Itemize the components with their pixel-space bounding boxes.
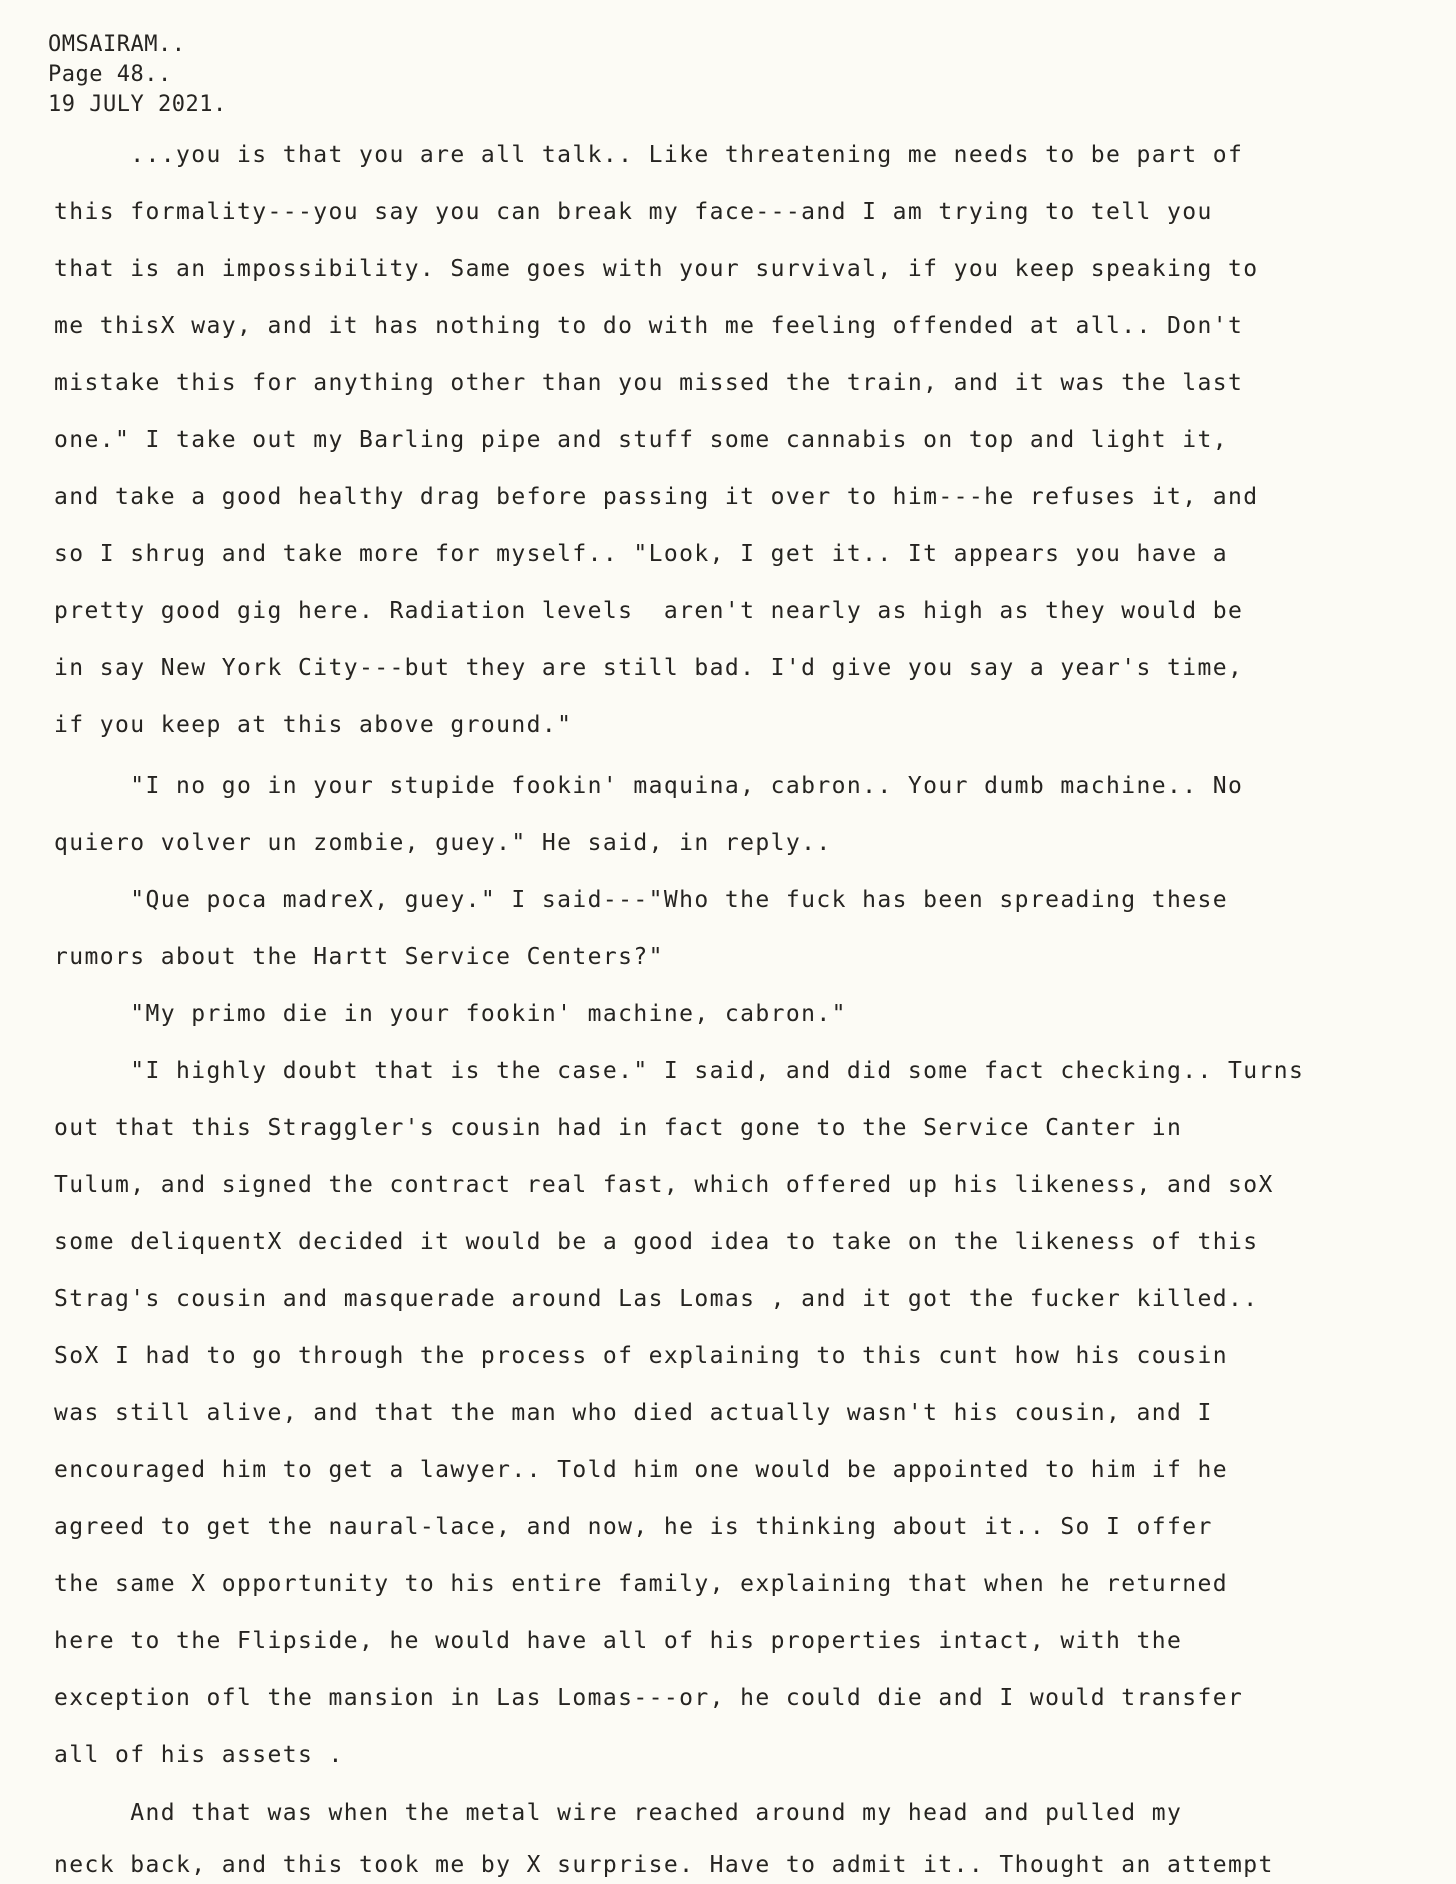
- text-line: me thisX way, and it has nothing to do with me feeling offended at all.. Don't: [54, 313, 1244, 339]
- page-header: [48, 30, 227, 120]
- text-line: some deliquentX decided it would be a good idea to take on the likeness of this: [54, 1229, 1259, 1255]
- text-line: that is an impossibility. Same goes with your survival, if you keep speaking to: [54, 256, 1259, 282]
- text-line: in say New York City---but they are still bad. I'd give you say a year's time,: [54, 655, 1244, 681]
- text-line: here to the Flipside, he would have all of his properties intact, with the: [54, 1628, 1183, 1654]
- text-line: exception ofl the mansion in Las Lomas---or, he could die and I would transfer: [54, 1685, 1244, 1711]
- text-line: encouraged him to get a lawyer.. Told him one would be appointed to him if he: [54, 1457, 1229, 1483]
- text-line: ...you is that you are all talk.. Like threatening me needs to be part of: [54, 142, 1244, 168]
- text-line: neck back, and this took me by X surprise. Have to admit it.. Thought an attempt: [54, 1852, 1274, 1878]
- text-line: "I highly doubt that is the case." I said, and did some fact checking.. Turns: [54, 1058, 1305, 1084]
- text-line: one." I take out my Barling pipe and stuff some cannabis on top and light it,: [54, 427, 1229, 453]
- text-line: all of his assets .: [54, 1742, 344, 1768]
- header-title: OMSAIRAM..: [48, 32, 186, 57]
- text-line: was still alive, and that the man who died actually wasn't his cousin, and I: [54, 1400, 1213, 1426]
- text-line: And that was when the metal wire reached around my head and pulled my: [54, 1800, 1183, 1826]
- text-line: "I no go in your stupide fookin' maquina, cabron.. Your dumb machine.. No: [54, 773, 1244, 799]
- header-date: 19 JULY 2021.: [48, 92, 227, 117]
- text-line: Tulum, and signed the contract real fast, which offered up his likeness, and soX: [54, 1172, 1274, 1198]
- text-line: and take a good healthy drag before passing it over to him---he refuses it, and: [54, 484, 1259, 510]
- text-line: SoX I had to go through the process of explaining to this cunt how his cousin: [54, 1343, 1229, 1369]
- text-line: so I shrug and take more for myself.. "Look, I get it.. It appears you have a: [54, 541, 1229, 567]
- text-line: mistake this for anything other than you missed the train, and it was the last: [54, 370, 1244, 396]
- text-line: if you keep at this above ground.": [54, 712, 573, 738]
- text-line: Strag's cousin and masquerade around Las Lomas , and it got the fucker killed..: [54, 1286, 1259, 1312]
- text-line: rumors about the Hartt Service Centers?": [54, 944, 664, 970]
- text-line: the same X opportunity to his entire family, explaining that when he returned: [54, 1571, 1229, 1597]
- header-page-number: Page 48..: [48, 62, 172, 87]
- text-line: "Que poca madreX, guey." I said---"Who the fuck has been spreading these: [54, 887, 1229, 913]
- text-line: agreed to get the naural-lace, and now, he is thinking about it.. So I offer: [54, 1514, 1213, 1540]
- text-line: pretty good gig here. Radiation levels aren't nearly as high as they would be: [54, 598, 1244, 624]
- text-line: "My primo die in your fookin' machine, cabron.": [54, 1001, 847, 1027]
- text-line: out that this Straggler's cousin had in fact gone to the Service Canter in: [54, 1115, 1183, 1141]
- text-line: quiero volver un zombie, guey." He said, in reply..: [54, 830, 832, 856]
- text-line: this formality---you say you can break my face---and I am trying to tell you: [54, 199, 1213, 225]
